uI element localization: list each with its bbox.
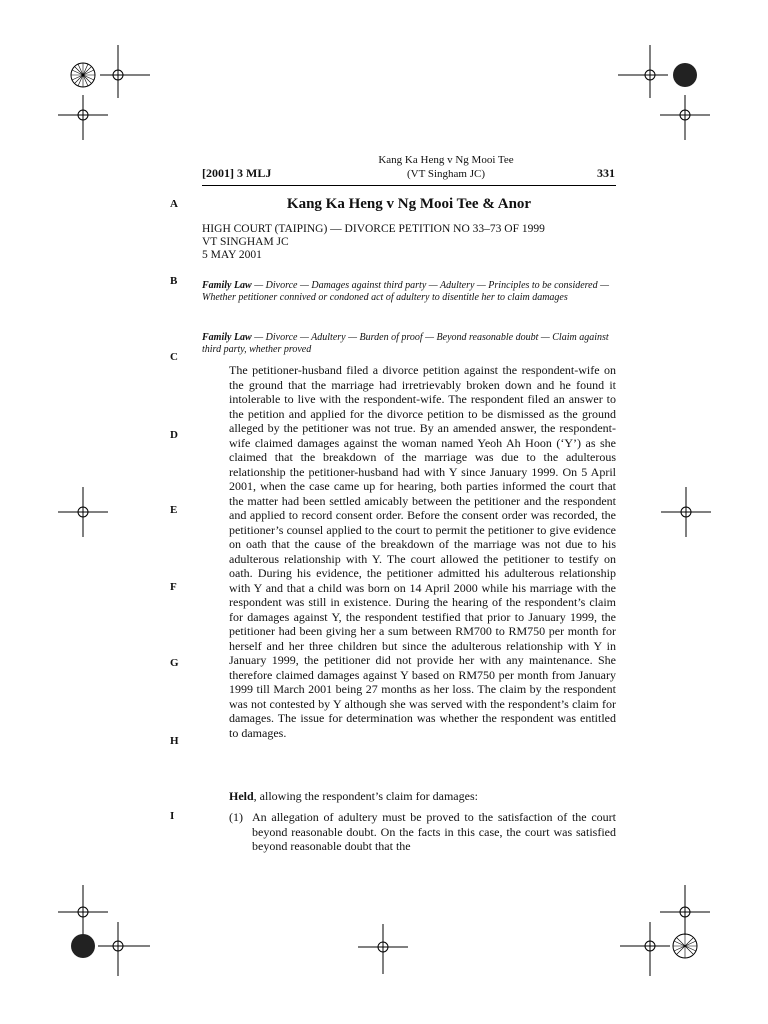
margin-letter-b: B xyxy=(170,275,178,287)
running-header xyxy=(370,153,522,181)
catchword-text: — Divorce — Damages against third party — Adultery — Principles to be considered — Whether petitioner connived or condoned act of adultery to disentitle her to claim damages xyxy=(202,280,610,303)
catchword-2 xyxy=(202,332,616,356)
catchword-1 xyxy=(202,280,616,304)
registration-mark-bottom-left xyxy=(50,880,160,990)
running-judge: (VT Singham JC) xyxy=(406,168,486,180)
registration-mark-top-right xyxy=(598,40,718,140)
registration-mark-bottom-center xyxy=(355,922,415,982)
margin-letter-g: G xyxy=(170,657,179,669)
margin-letter-d: D xyxy=(170,429,178,441)
catchword-subject: Family Law xyxy=(202,332,252,343)
judge-name: VT SINGHAM JC xyxy=(202,236,289,248)
margin-letter-f: F xyxy=(170,581,177,593)
headnote-paragraph: The petitioner-husband filed a divorce petition against the respondent-wife on the ground that the marriage had irretrievably broken down and he found it intolerable to live with the respondent-wife. The respondent filed an answer to the petition and applied for the divorce petition to be dismissed as the ground alleged by the petitioner was not true. By an amended answer, the respondent-wife claimed damages against the woman named Yeoh Ah Hoon (‘Y’) as she claimed that the breakdown of the marriage was due to the adulterous relationship the petitioner-husband had with Y since January 1999. On 5 April 2001, when the case came up for hearing, both parties informed the court that the matter had been settled amicably between the petitioner and the respondent and applied to record consent order. Before the consent order was recorded, the petitioner’s counsel applied to the court to permit the petitioner to give evidence on oath that the cause of the breakdown of the marriage was not due to his adulterous relationship with Y. The court allowed the petitioner to testify on oath. During his evidence, the petitioner admitted his adulterous relationship with Y and that a child was born on 14 April 2000 while his marriage with the respondent was still in existence. During the hearing of the respondent’s claim for damages against Y, the respondent testified that prior to January 1999, the petitioner had been giving her a sum between RM700 to RM750 per month for herself and her three children but since the adulterous relationship with Y in January 1999, the petitioner did not provide her with any maintenance. She therefore claimed damages against Y based on RM750 per month from January 1999 till March 2001 being 27 months as her loss. The claim by the respondent was not contested by Y although she was served with the respondent’s claim for damages. The issue for determination was whether the respondent was entitled to damages. xyxy=(229,363,616,740)
case-title: Kang Ka Heng v Ng Mooi Tee & Anor xyxy=(286,196,532,212)
registration-mark-left-middle xyxy=(55,485,115,545)
registration-mark-right-middle xyxy=(658,485,718,545)
margin-letter-h: H xyxy=(170,735,179,747)
decision-date: 5 MAY 2001 xyxy=(202,249,262,261)
held-item-number: (1) xyxy=(229,810,243,824)
margin-letter-a: A xyxy=(170,198,178,210)
held-label: Held xyxy=(229,789,254,803)
registration-mark-bottom-right xyxy=(598,880,718,990)
held-text: , allowing the respondent’s claim for damages: xyxy=(253,789,478,803)
held-item-text: An allegation of adultery must be proved to the satisfaction of the court beyond reasonable doubt. On the facts in this case, the court was satisfied beyond reasonable doubt that the xyxy=(252,810,616,853)
citation: [2001] 3 MLJ xyxy=(202,166,272,180)
margin-letter-i: I xyxy=(170,810,175,822)
running-title: Kang Ka Heng v Ng Mooi Tee xyxy=(378,154,514,166)
court-line: HIGH COURT (TAIPING) — DIVORCE PETITION NO 33–73 OF 1999 xyxy=(202,223,545,235)
held-line xyxy=(229,789,478,804)
catchword-subject: Family Law xyxy=(202,280,252,291)
header-rule xyxy=(202,185,616,186)
registration-mark-top-left xyxy=(50,40,150,140)
margin-letter-c: C xyxy=(170,351,178,363)
page-number: 331 xyxy=(597,166,615,180)
catchword-text: — Divorce — Adultery — Burden of proof — Beyond reasonable doubt — Claim against third party, whether proved xyxy=(202,332,609,355)
margin-letter-e: E xyxy=(170,504,178,516)
